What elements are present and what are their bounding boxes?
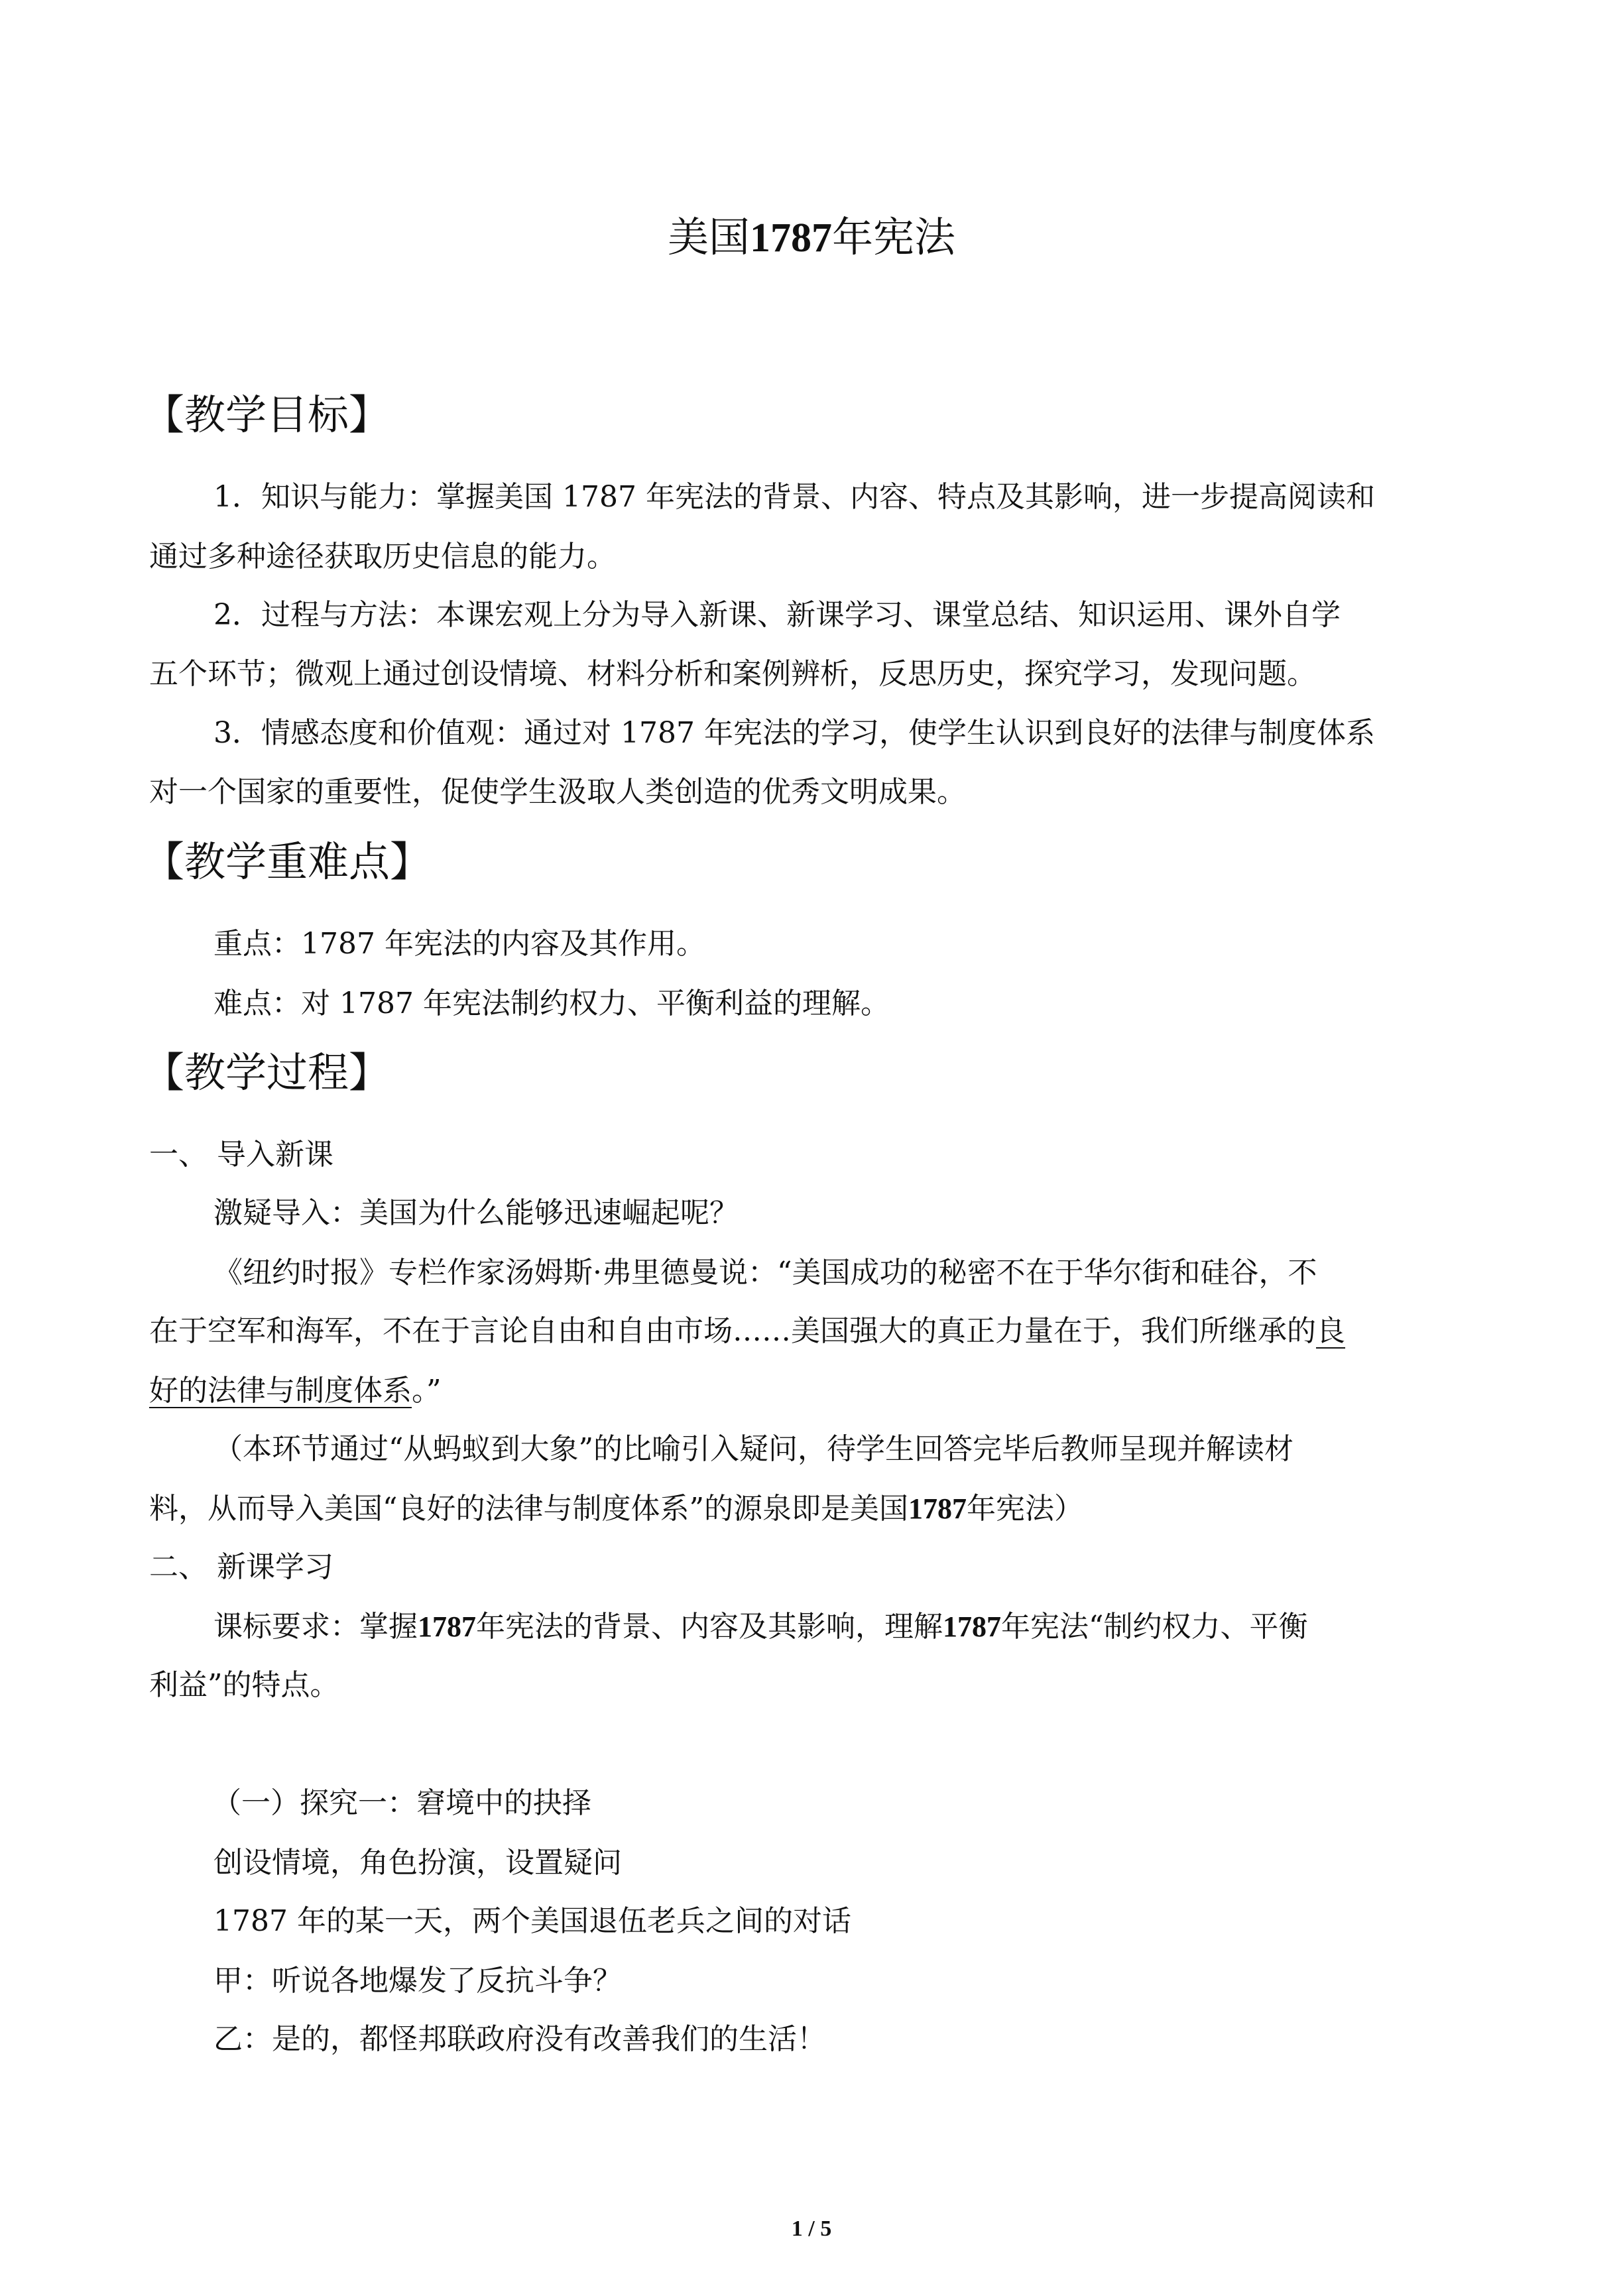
goal-1-line-1: 1．知识与能力：掌握美国 1787 年宪法的背景、内容、特点及其影响，进一步提高阅读和 xyxy=(213,480,1375,514)
dialogue-a: 甲：听说各地爆发了反抗斗争？ xyxy=(213,1964,622,1998)
heading-key-points: 【教学重难点】 xyxy=(143,837,432,886)
part1-quote-line-2 xyxy=(149,1311,1345,1351)
key-point-focus: 重点：1787 年宪法的内容及其作用。 xyxy=(213,927,705,961)
standard-mid: 年宪法的背景、内容及其影响，理解 xyxy=(476,1610,943,1644)
key-point-difficulty: 难点：对 1787 年宪法制约权力、平衡利益的理解。 xyxy=(213,987,890,1020)
heading-teaching-goals: 【教学目标】 xyxy=(143,391,391,439)
goal-1-line-2: 通过多种途径获取历史信息的能力。 xyxy=(149,540,616,574)
goal-3-line-2: 对一个国家的重要性，促使学生汲取人类创造的优秀文明成果。 xyxy=(149,775,966,809)
part2-standard-line-2: 利益”的特点。 xyxy=(149,1668,339,1702)
standard-pre: 课标要求：掌握 xyxy=(213,1610,418,1644)
inquiry-title: （一）探究一：窘境中的抉择 xyxy=(212,1786,591,1820)
standard-year-1: 1787 xyxy=(418,1610,476,1643)
part1-note-line-2 xyxy=(149,1489,1083,1529)
inquiry-method: 创设情境，角色扮演，设置疑问 xyxy=(213,1846,622,1880)
standard-year-2: 1787 xyxy=(943,1610,1001,1643)
goal-2-line-2: 五个环节；微观上通过创设情境、材料分析和案例辨析，反思历史，探究学习，发现问题。 xyxy=(149,657,1316,691)
part1-note-line-1: （本环节通过“从蚂蚁到大象”的比喻引入疑问，待学生回答完毕后教师呈现并解读材 xyxy=(213,1432,1293,1466)
goal-2-line-1: 2．过程与方法：本课宏观上分为导入新课、新课学习、课堂总结、知识运用、课外自学 xyxy=(213,598,1341,632)
note-year: 1787 xyxy=(908,1492,967,1525)
page-title xyxy=(0,211,1623,265)
part2-standard-line-1 xyxy=(213,1607,1308,1647)
note-post: 年宪法） xyxy=(967,1492,1083,1526)
part1-intro: 激疑导入：美国为什么能够迅速崛起呢？ xyxy=(213,1196,739,1230)
part2-title: 二、 新课学习 xyxy=(149,1550,333,1584)
title-post: 年宪法 xyxy=(832,213,956,261)
dialogue-intro: 1787 年的某一天，两个美国退伍老兵之间的对话 xyxy=(213,1904,851,1938)
title-pre: 美国 xyxy=(667,213,750,261)
quote-underlined-start: 良 xyxy=(1316,1314,1345,1348)
title-year: 1787 xyxy=(750,215,832,261)
quote-close: 。” xyxy=(412,1374,442,1408)
standard-post: 年宪法“制约权力、平衡 xyxy=(1001,1610,1308,1644)
part1-quote-line-3 xyxy=(149,1371,442,1411)
quote-underlined-end: 好的法律与制度体系 xyxy=(149,1374,412,1408)
page-number: 1 / 5 xyxy=(791,2216,832,2241)
note-pre: 料，从而导入美国“良好的法律与制度体系”的源泉即是美国 xyxy=(149,1492,908,1526)
part1-quote-line-1: 《纽约时报》专栏作家汤姆斯·弗里德曼说：“美国成功的秘密不在于华尔街和硅谷，不 xyxy=(213,1256,1317,1290)
heading-teaching-process: 【教学过程】 xyxy=(143,1048,391,1097)
goal-3-line-1: 3．情感态度和价值观：通过对 1787 年宪法的学习，使学生认识到良好的法律与制度体系 xyxy=(213,716,1375,750)
part1-title: 一、 导入新课 xyxy=(149,1138,333,1172)
quote-text: 在于空军和海军，不在于言论自由和自由市场……美国强大的真正力量在于，我们所继承的 xyxy=(149,1314,1316,1348)
dialogue-b: 乙：是的，都怪邦联政府没有改善我们的生活！ xyxy=(213,2022,826,2056)
